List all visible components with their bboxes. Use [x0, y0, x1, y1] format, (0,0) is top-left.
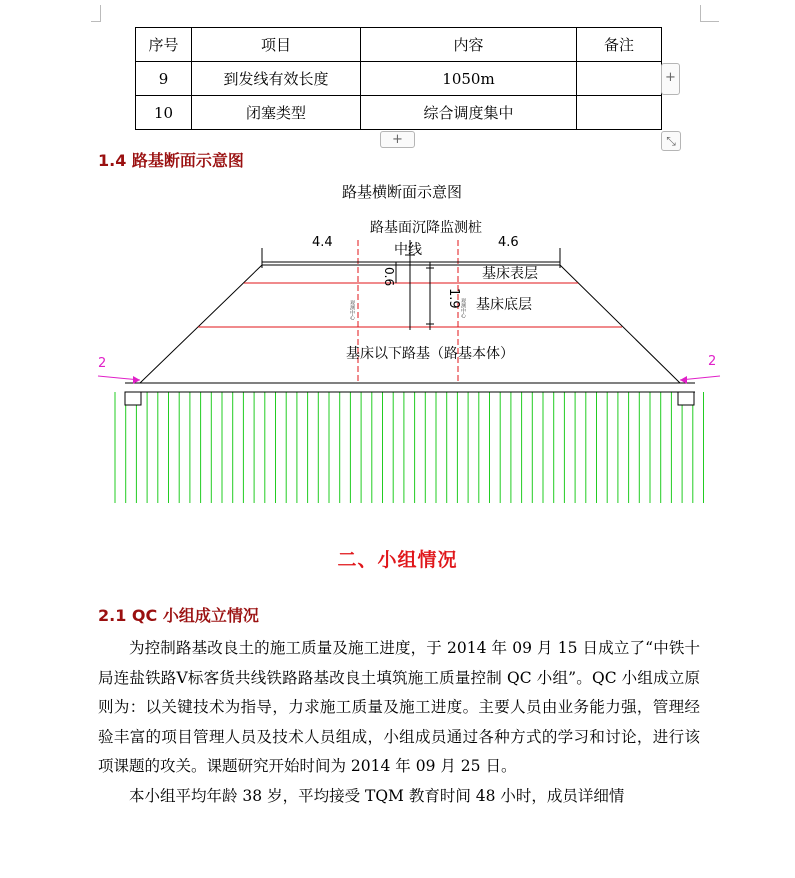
project-info-table	[135, 27, 662, 130]
paragraph: 为控制路基改良土的施工质量及施工进度，于 2014 年 09 月 15 日成立了“中铁十局连盐铁路Ⅴ标客货共线铁路路基改良土填筑施工质量控制 QC 小组”。QC 小组成立原则为：以关键技术为指导，力求施工质量及施工进度。主要人员由业务能力强，管理经验丰富的项目管理人员及技术人员组成，小组成员通过各种方式的学习和讨论，进行该项课题的攻关。课题研究开始时间为 2014 年 09 月 25 日。	[98, 639, 700, 775]
table-header-cell: 序号	[136, 28, 192, 62]
table-header-cell: 内容	[361, 28, 577, 62]
centerline-label: 中线	[394, 242, 422, 258]
table-header-row	[136, 28, 662, 62]
page-corner-mark-right	[700, 5, 719, 22]
table-cell	[577, 62, 662, 96]
page-corner-mark-left	[91, 5, 101, 22]
dimension-depth-label: 1.9	[446, 288, 461, 309]
add-row-button[interactable]: +	[380, 131, 415, 148]
subgrade-body-label: 基床以下路基（路基本体）	[346, 346, 514, 362]
left-side-label: 2	[98, 356, 107, 371]
add-column-button[interactable]: +	[661, 63, 680, 95]
table-resize-handle[interactable]: ⤡	[661, 131, 681, 151]
section-heading-2-1: 2.1 QC 小组成立情况	[98, 606, 259, 625]
table-row	[136, 62, 662, 96]
table-row	[136, 96, 662, 130]
pile-lines	[115, 392, 704, 503]
table-cell: 综合调度集中	[361, 96, 577, 130]
paragraph: 本小组平均年龄 38 岁，平均接受 TQM 教育时间 48 小时，成员详细情	[129, 786, 625, 805]
diagram-title: 路基横断面示意图	[342, 183, 463, 201]
dimension-right-label: 4.6	[498, 235, 519, 250]
table-cell	[577, 96, 662, 130]
right-side-label: 2	[708, 354, 717, 369]
body-text	[98, 634, 700, 811]
right-drainage-box	[678, 392, 694, 405]
right-center-mark: 观测中心	[460, 298, 466, 318]
subgrade-cross-section-diagram	[0, 170, 795, 510]
monitor-pile-label: 路基面沉降监测桩	[370, 220, 482, 236]
section-title-group: 二、小组情况	[337, 549, 458, 571]
left-drainage-box	[125, 392, 141, 405]
table-cell: 到发线有效长度	[192, 62, 361, 96]
dimension-small-label: 0.6	[382, 267, 396, 287]
bottom-layer-label: 基床底层	[476, 297, 532, 313]
table-header-cell: 项目	[192, 28, 361, 62]
dimension-left-label: 4.4	[312, 235, 333, 250]
left-center-mark: 观测中心	[349, 300, 355, 320]
table-cell: 9	[136, 62, 192, 96]
table-header-cell: 备注	[577, 28, 662, 62]
table-cell: 10	[136, 96, 192, 130]
section-heading-1-4: 1.4 路基断面示意图	[98, 151, 244, 170]
table-cell: 1050m	[361, 62, 577, 96]
surface-layer-label: 基床表层	[482, 266, 538, 282]
table-cell: 闭塞类型	[192, 96, 361, 130]
